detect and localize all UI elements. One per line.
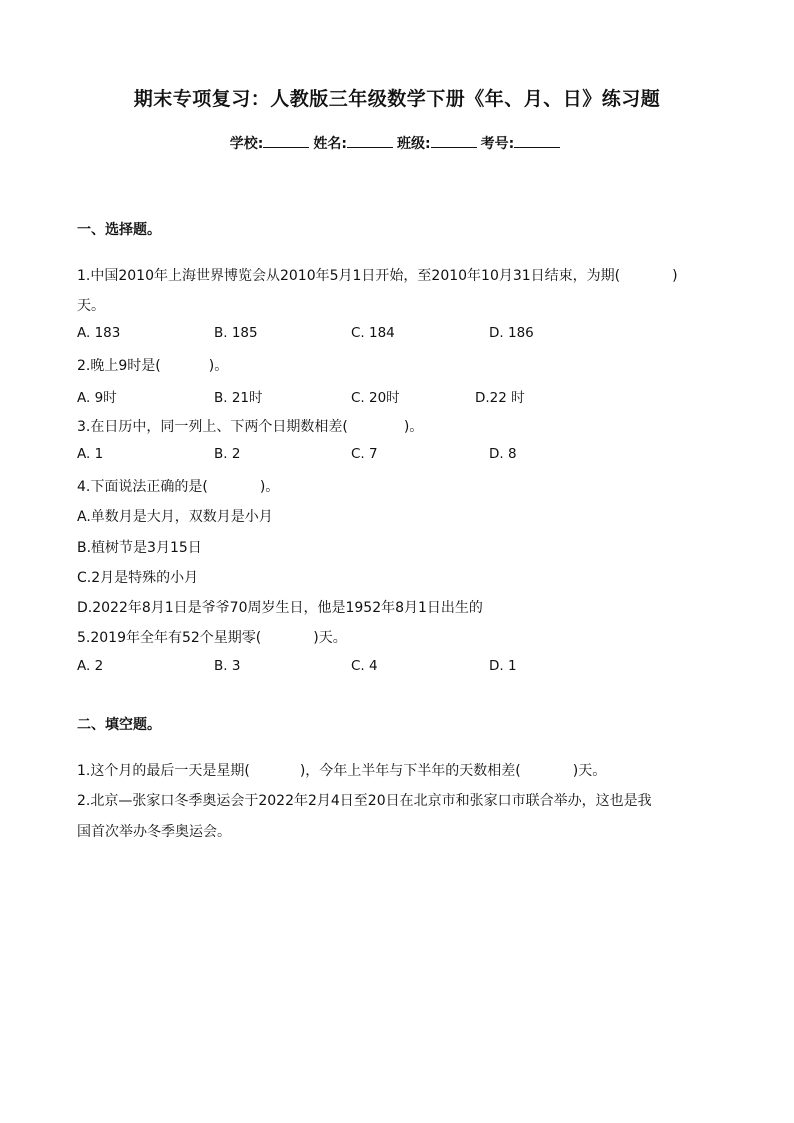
option-b[interactable]: B. 21时 [214, 390, 263, 406]
option-d[interactable]: D.2022年8月1日是爷爷70周岁生日，他是1952年8月1日出生的 [77, 600, 483, 616]
option-b[interactable]: B. 2 [214, 446, 241, 462]
section-heading-fill: 二、填空题。 [77, 717, 161, 733]
question-1-1: 1.中国2010年上海世界博览会从2010年5月1日开始，至2010年10月31日结束，为期( ) [77, 268, 678, 284]
option-c[interactable]: C. 7 [351, 446, 378, 462]
question-1-2: 2.晚上9时是( )。 [77, 358, 229, 374]
option-b[interactable]: B. 3 [214, 658, 241, 674]
question-1-5: 5.2019年全年有52个星期零( )天。 [77, 630, 347, 646]
question-2-2-cont: 国首次举办冬季奥运会。 [77, 824, 231, 840]
student-info-line [0, 133, 794, 153]
option-c[interactable]: C. 4 [351, 658, 378, 674]
option-a[interactable]: A. 1 [77, 446, 104, 462]
exam-no-label: 考号: [480, 136, 515, 152]
page-title: 期末专项复习：人教版三年级数学下册《年、月、日》练习题 [133, 88, 661, 110]
school-label: 学校: [229, 136, 264, 152]
option-c[interactable]: C. 20时 [351, 390, 400, 406]
option-d[interactable]: D.22 时 [475, 390, 525, 406]
question-2-1: 1.这个月的最后一天是星期( )，今年上半年与下半年的天数相差( )天。 [77, 763, 607, 779]
exam-no-blank[interactable] [514, 133, 560, 148]
class-label: 班级: [397, 136, 431, 152]
name-blank[interactable] [347, 133, 393, 148]
option-a[interactable]: A. 183 [77, 325, 121, 341]
option-b[interactable]: B.植树节是3月15日 [77, 540, 202, 556]
option-d[interactable]: D. 1 [489, 658, 517, 674]
option-a[interactable]: A.单数月是大月，双数月是小月 [77, 509, 273, 525]
option-a[interactable]: A. 9时 [77, 390, 117, 406]
question-1-3: 3.在日历中，同一列上、下两个日期数相差( )。 [77, 419, 424, 435]
option-d[interactable]: D. 186 [489, 325, 534, 341]
option-d[interactable]: D. 8 [489, 446, 517, 462]
school-blank[interactable] [263, 133, 309, 148]
question-1-1-cont: 天。 [77, 298, 105, 314]
name-label: 姓名: [313, 136, 347, 152]
question-2-2: 2.北京—张家口冬季奥运会于2022年2月4日至20日在北京市和张家口市联合举办，这也是我 [77, 793, 652, 809]
class-blank[interactable] [431, 133, 477, 148]
option-b[interactable]: B. 185 [214, 325, 258, 341]
option-a[interactable]: A. 2 [77, 658, 104, 674]
section-heading-choice: 一、选择题。 [77, 222, 161, 238]
question-1-4: 4.下面说法正确的是( )。 [77, 479, 280, 495]
option-c[interactable]: C. 184 [351, 325, 395, 341]
option-c[interactable]: C.2月是特殊的小月 [77, 570, 199, 586]
